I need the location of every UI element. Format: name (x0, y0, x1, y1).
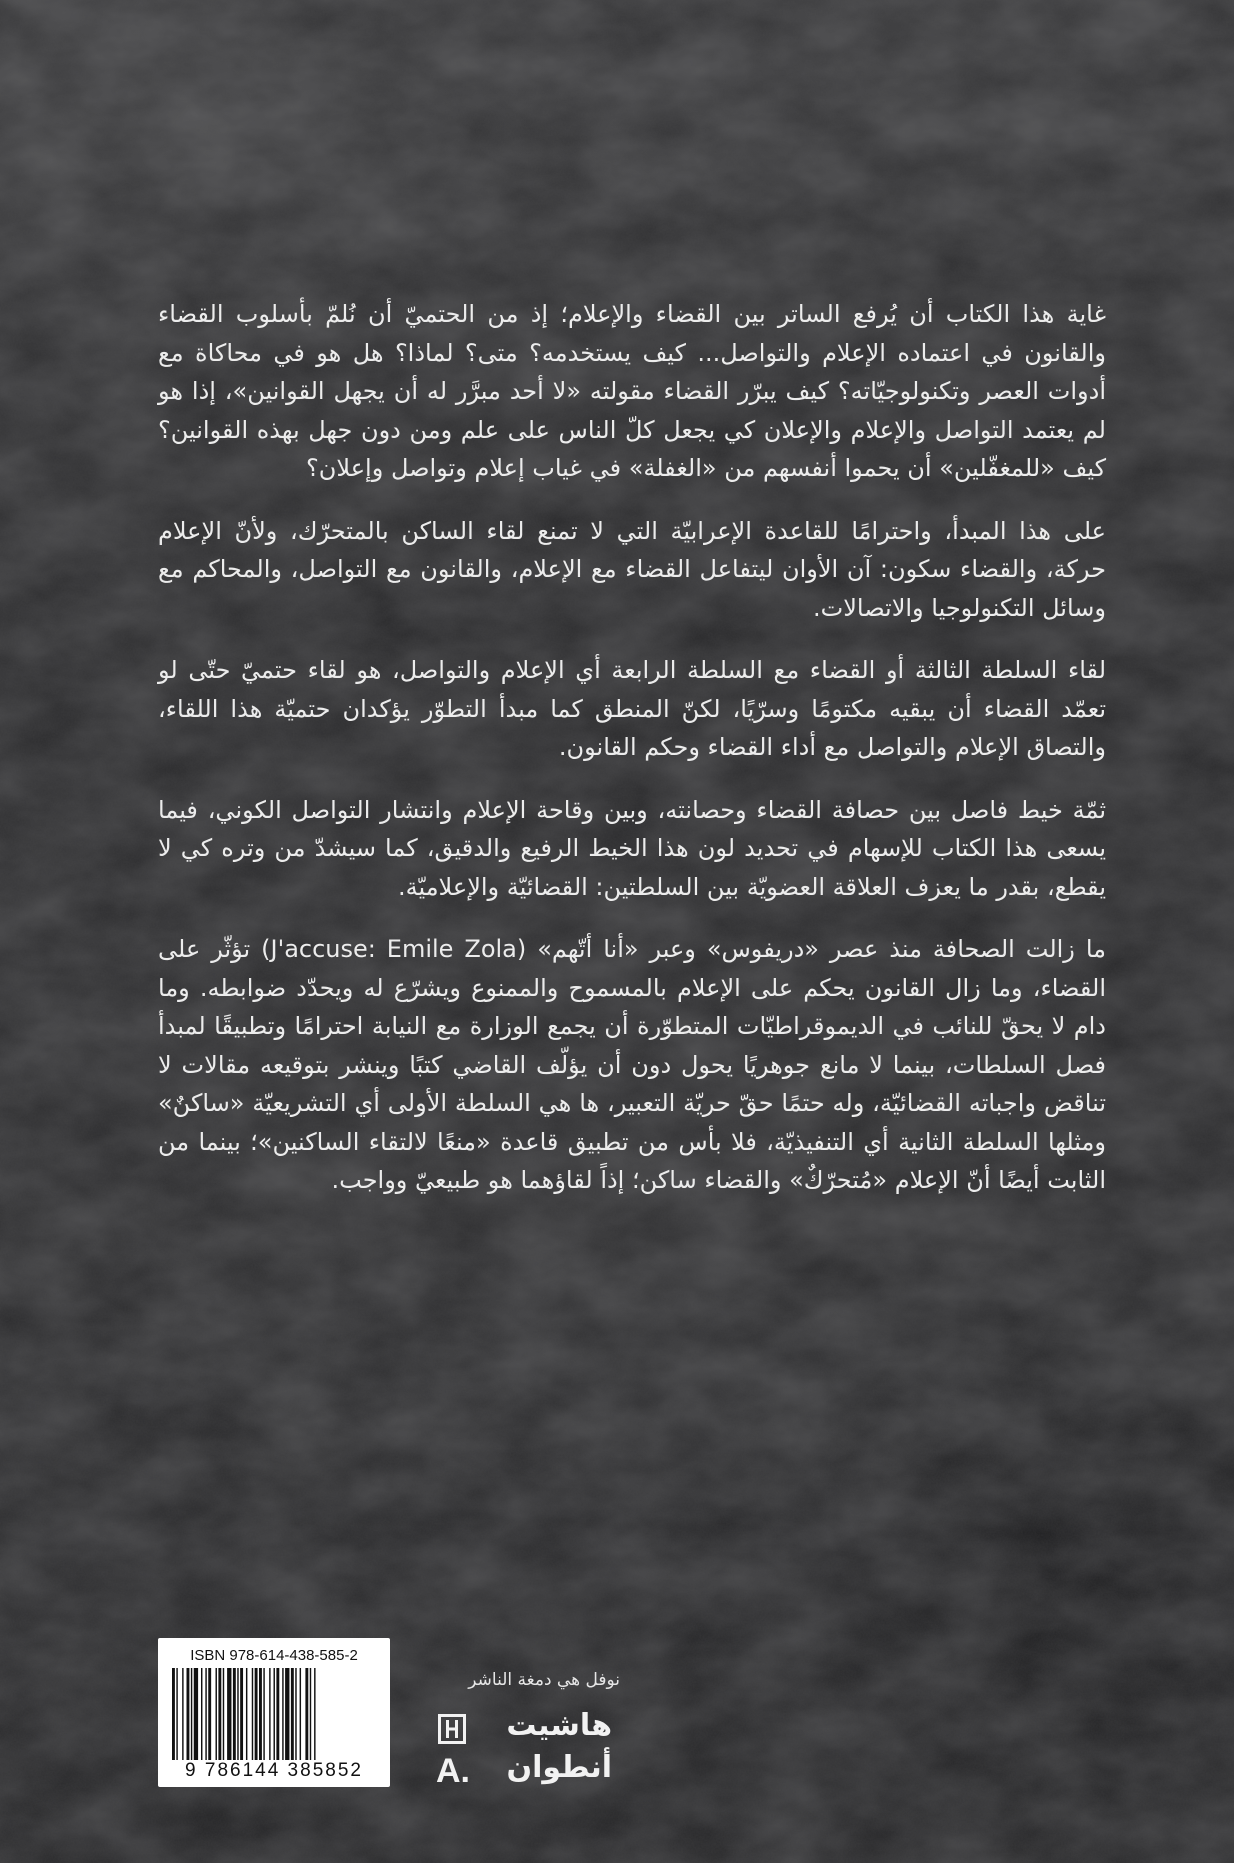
logo-line-hachette: هاشيت (506, 1708, 612, 1743)
paragraph: لقاء السلطة الثالثة أو القضاء مع السلطة الرابعة أي الإعلام والتواصل، هو لقاء حتميّ حتّى لو تعمّد القضاء أن يبقيه مكتومًا وسرّيًا، لكنّ المنطق كما مبدأ التطوّر يؤكدان حتميّة هذا اللقاء، والتصاق الإعلام والتواصل مع أداء القضاء وحكم القانون. (158, 656, 1106, 761)
paragraph: غاية هذا الكتاب أن يُرفع الساتر بين القضاء والإعلام؛ إذ من الحتميّ أن نُلمّ بأسلوب القضاء والقانون في اعتماده الإعلام والتواصل... كيف يستخدمه؟ متى؟ لماذا؟ هل هو في محاكاة مع أدوات العصر وتكنولوجيّاته؟ كيف يبرّر القضاء مقولته «لا أحد مبرَّر له أن يجهل القوانين»، إذا هو لم يعتمد التواصل والإعلام والإعلان كي يجعل كلّ الناس على علم ومن دون جهل بهذه القوانين؟ كيف «للمغفّلين» أن يحموا أنفسهم من «الغفلة» في غياب إعلام وتواصل وإعلان؟ (158, 300, 1106, 482)
imprint-note: نوفل هي دمغة الناشر (468, 1670, 620, 1690)
paragraph: ثمّة خيط فاصل بين حصافة القضاء وحصانته، وبين وقاحة الإعلام وانتشار التواصل الكوني، فيما يسعى هذا الكتاب للإسهام في تحديد لون هذا الخيط الرفيع والدقيق، كما سيشدّ من وتره كي لا يقطع، بقدر ما يعزف العلاقة العضويّة بين السلطتين: القضائيّة والإعلاميّة. (158, 795, 1106, 901)
logo-line-antoine: أنطوان (506, 1750, 612, 1785)
paragraph: على هذا المبدأ، واحترامًا للقاعدة الإعرابيّة التي لا تمنع لقاء الساكن بالمتحرّك، ولأنّ الإعلام حركة، والقضاء سكون: آن الأوان ليتفاعل القضاء مع الإعلام، والقانون مع التواصل، والمحاكم مع وسائل التكنولوجيا والاتصالات. (158, 516, 1106, 622)
paragraph: ما زالت الصحافة منذ عصر «دريفوس» وعبر «أنا أتّهم» (J'accuse: Emile Zola) تؤثّر على القضاء، وما زال القانون يحكم على الإعلام بالمسموح والممنوع ويشرّع له ويحدّد ضوابطه. وما دام لا يحقّ للنائب في الديموقراطيّات المتطوّرة أن يجمع الوزارة مع النيابة احترامًا وتطبيقًا لمبدأ فصل السلطات، بينما لا مانع جوهريًا يحول دون أن يؤلّف القاضي كتبًا وينشر بتوقيعه مقالات لا تناقض واجباته القضائيّة، وله حتمًا حقّ حريّة التعبير، ها هي السلطة الأولى أي التشريعيّة «ساكنٌ» ومثلها السلطة الثانية أي التنفيذيّة، فلا بأس من تطبيق قاعدة «منعًا لالتقاء الساكنين»؛ بينما من الثابت أيضًا أنّ الإعلام «مُتحرّكٌ» والقضاء ساكن؛ إذاً لقاؤهما هو طبيعيّ وواجب. (158, 935, 1106, 1194)
h-monogram-icon (438, 1714, 466, 1744)
a-mark: A. (436, 1752, 470, 1790)
isbn-label: ISBN 978-614-438-585-2 (190, 1647, 358, 1664)
publisher-logo (430, 1708, 630, 1804)
isbn-barcode (158, 1638, 390, 1787)
blurb-text (158, 295, 1106, 1224)
publisher-block (430, 1660, 670, 1800)
barcode-digits: 9 786144 385852 (185, 1760, 363, 1781)
barcode-icon (170, 1668, 378, 1760)
